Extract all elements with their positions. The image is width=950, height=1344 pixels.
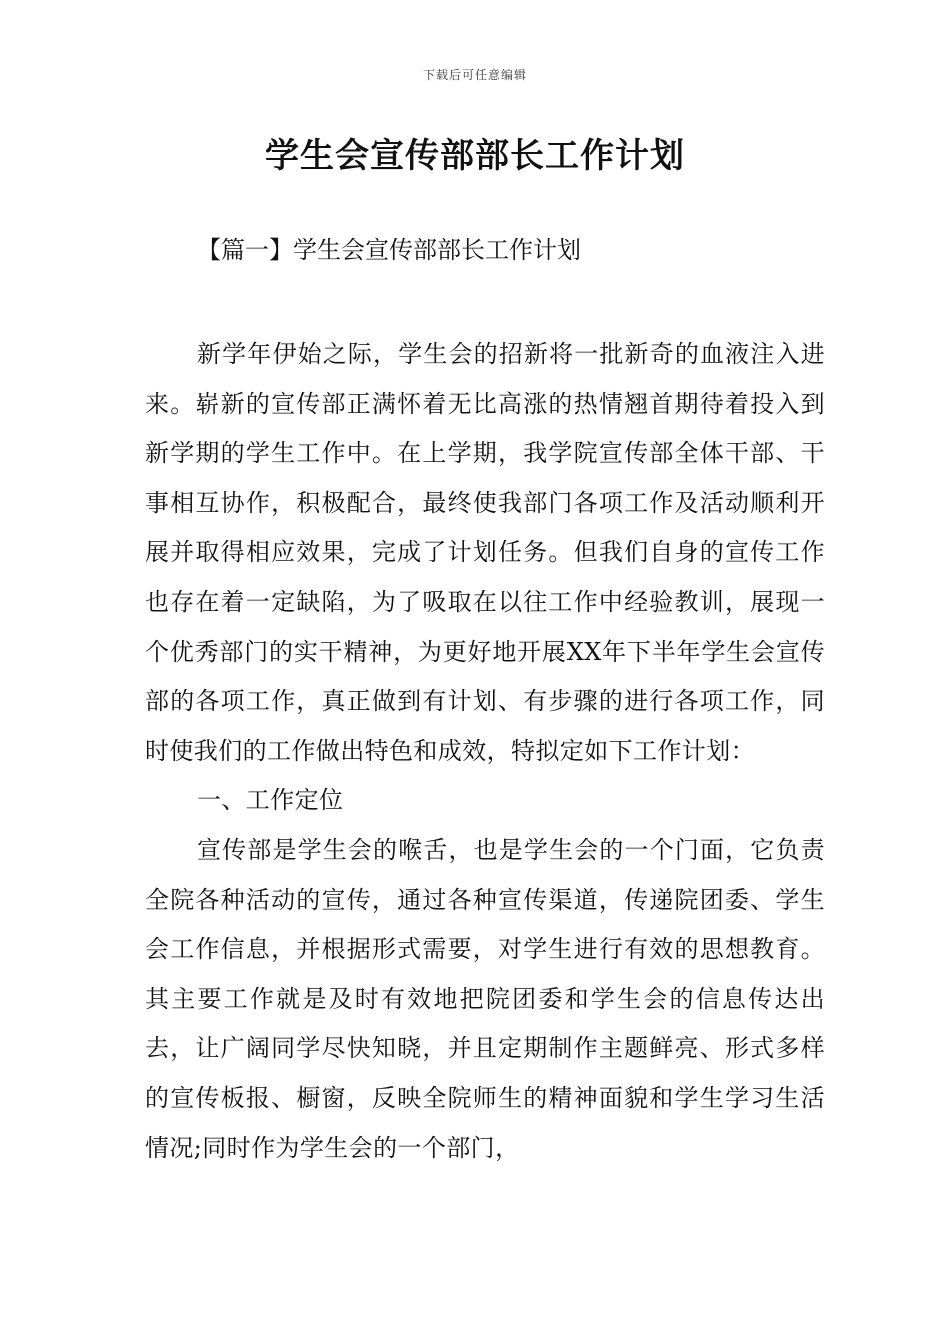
document-title: 学生会宣传部部长工作计划 (265, 136, 685, 176)
paragraph-intro: 新学年伊始之际，学生会的招新将一批新奇的血液注入进来。崭新的宣传部正满怀着无比高涨的热情翘首期待着投入到新学期的学生工作中。在上学期，我学院宣传部全体干部、干事相互协作，积极配合，最终使我部门各项工作及活动顺利开展并取得相应效果，完成了计划任务。但我们自身的宣传工作也存在着一定缺陷，为了吸取在以往工作中经验教训，展现一个优秀部门的实干精神，为更好地开展XX年下半年学生会宣传部的各项工作，真正做到有计划、有步骤的进行各项工作，同时使我们的工作做出特色和成效，特拟定如下工作计划： (145, 340, 825, 765)
paragraph-subheading-work-positioning: 一、工作定位 (197, 786, 344, 815)
header-note: 下载后可任意编辑 (422, 68, 527, 82)
paragraph-work-positioning: 宣传部是学生会的喉舌，也是学生会的一个门面，它负责全院各种活动的宣传，通过各种宣传渠道，传递院团委、学生会工作信息，并根据形式需要，对学生进行有效的思想教育。其主要工作就是及时有效地把院团委和学生会的信息传达出去，让广阔同学尽快知晓，并且定期制作主题鲜亮、形式多样的宣传板报、橱窗，反映全院师生的精神面貌和学生学习生活情况;同时作为学生会的一个部门， (145, 835, 825, 1162)
section-heading: 【篇一】学生会宣传部部长工作计划 (197, 236, 581, 264)
document-body (145, 330, 825, 1173)
